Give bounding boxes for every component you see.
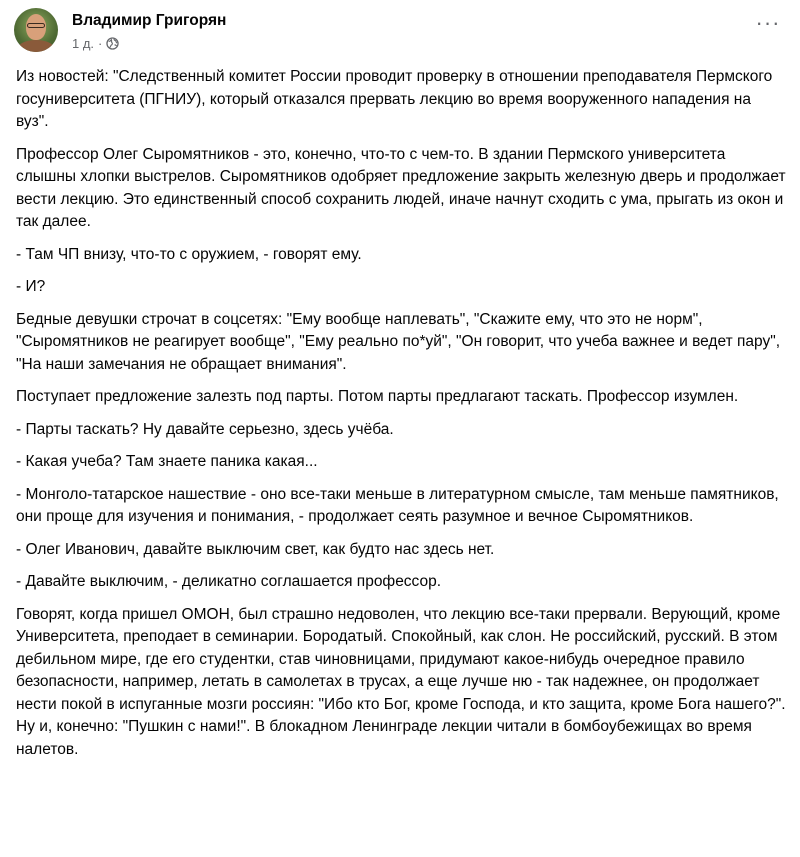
meta-separator: · bbox=[98, 36, 103, 51]
post-header bbox=[14, 6, 786, 58]
post-paragraph: - Парты таскать? Ну давайте серьезно, здесь учёба. bbox=[16, 420, 394, 438]
post-paragraph: Из новостей: "Следственный комитет России проводит проверку в отношении преподавателя Пермского госуниверситета (ПГНИУ), который отказался прервать лекцию во время вооруженного нападения на вуз". bbox=[16, 68, 773, 130]
avatar[interactable] bbox=[14, 8, 58, 52]
post-paragraph: - Давайте выключим, - деликатно соглашается профессор. bbox=[16, 573, 442, 590]
post-timestamp[interactable]: 1 д. bbox=[72, 36, 95, 51]
post-paragraph: - Какая учеба? Там знаете паника какая... bbox=[16, 453, 318, 470]
avatar-glasses bbox=[27, 23, 45, 28]
more-options-icon: ··· bbox=[755, 10, 781, 35]
post-paragraph: - Олег Иванович, давайте выключим свет, как будто нас здесь нет. bbox=[16, 540, 495, 558]
globe-icon[interactable] bbox=[106, 37, 119, 50]
post-paragraph: - Там ЧП внизу, что-то с оружием, - говорят ему. bbox=[16, 245, 362, 263]
author-name[interactable]: Владимир Григорян bbox=[72, 12, 227, 29]
post-meta bbox=[72, 36, 119, 51]
more-options-button[interactable] bbox=[750, 10, 786, 46]
post-paragraph: Профессор Олег Сыромятников - это, конечно, что-то с чем-то. В здании Пермского университета слышны хлопки выстрелов. Сыромятников одобряет предложение закрыть железную дверь и продолжает вести лекцию. Это единственный способ сохранить людей, иначе начнут сходить с ума, прыгать из окон и так далее. bbox=[16, 145, 786, 230]
post-body bbox=[16, 66, 786, 771]
post-paragraph: - Монголо-татарское нашествие - оно все-таки меньше в литературном смысле, там меньше памятников, они проще для изучения и понимания, - продолжает сеять разумное и вечное Сыромятников. bbox=[16, 485, 779, 525]
post-paragraph: Говорят, когда пришел ОМОН, был страшно недоволен, что лекцию все-таки прервали. Верующий, кроме Университета, преподает в семинарии. Бородатый. Спокойный, как слон. Не российский, русский. В этом дебильном мире, где его студентки, став чиновницами, придумают какое-нибудь очередное правило безопасности, например, летать в самолетах в трусах, а еще лучше ню - так надежнее, он продолжает нести покой в испуганные мозги россиян: "Ибо кто Бог, кроме Господа, и кто защита, кроме Бога нашего?". Ну и, конечно: "Пушкин с нами!". В блокадном Ленинграде лекции читали в бомбоубежищах во время налетов. bbox=[16, 605, 786, 758]
post-paragraph: Бедные девушки строчат в соцсетях: "Ему вообще наплевать", "Скажите ему, что это не норм", "Сыромятников не реагирует вообще", "Ему реально по*уй", "Он говорит, что учеба важнее и ведет пару", "На наши замечания не обращает внимания". bbox=[16, 310, 781, 373]
avatar-shirt bbox=[18, 40, 54, 52]
post-paragraph: Поступает предложение залезть под парты. Потом парты предлагают таскать. Профессор изумлен. bbox=[16, 388, 739, 405]
post-paragraph: - И? bbox=[16, 278, 46, 295]
